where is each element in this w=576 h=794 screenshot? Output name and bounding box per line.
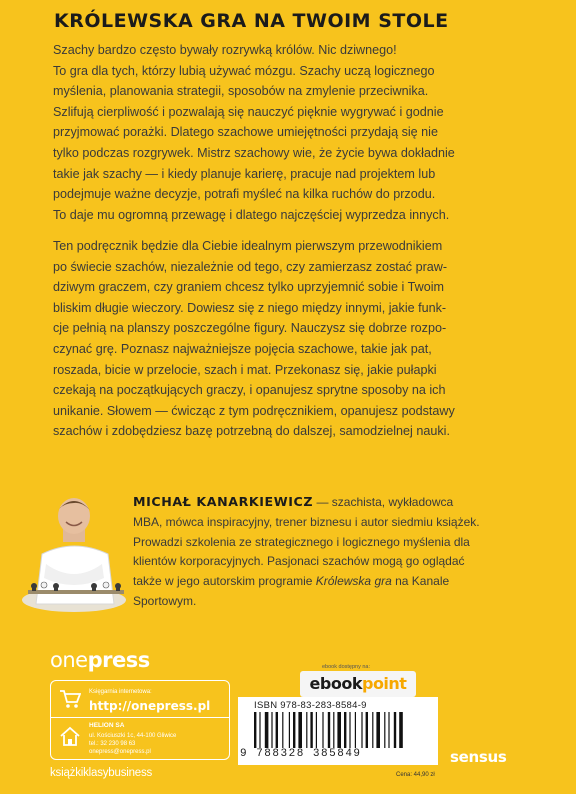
ebookpoint-logo-bold: point: [361, 674, 407, 693]
ebookpoint-logo: [300, 671, 416, 697]
company-address: ul. Kościuszki 1c, 44-100 Gliwice tel.: 32 230 98 63 onepress@onepress.pl: [89, 733, 177, 755]
shop-label: Księgarnia internetowa:: [89, 689, 152, 695]
barcode-bar: [355, 712, 356, 748]
description-paragraph-1: Szachy bardzo często bywały rozrywką królów. Nic dziwnego! To gra dla tych, którzy lubią używać mózgu. Szachy uczą logicznego myślenia, planowania strategii, sposobów na zmylenie przeciwnika. Szlifują cierpliwość i pozwalają się nauczyć pięknie wygrywać i godnie przyjmować porażki. Dlatego szachowe umiejętności przydają się nie tylko podczas rozgrywek. Mistrz szachowy wie, że życie bywa dokładnie takie jak szachy — i kiedy planuje karierę, pracuje nad projektem lub podejmuje ważne decyzje, potrafi myśleć na kilka ruchów do przodu. To daje mu ogromną przewagę i dlatego najczęściej wyprzedza innych.: [53, 43, 455, 222]
publisher-tagline: książkiklasybusiness: [50, 767, 153, 779]
barcode-bar: [337, 712, 341, 748]
author-bio-start: — szachista, wykładowca MBA, mówca inspiracyjny, trener biznesu i autor siedmiu książek. Prowadzi szkolenia ze strategicznego i logicznego myślenia dla klientów korporacyjnych. Pasjonaci szachów mogą go oglądać także w jego autorskim programie: [133, 495, 480, 589]
barcode-bar: [306, 712, 307, 748]
barcode-bar: [349, 712, 350, 748]
barcode-bar: [289, 712, 290, 748]
isbn-label: ISBN 978-83-283-8584-9: [254, 700, 367, 711]
price: Cena: 44,90 zł: [396, 772, 435, 778]
barcode-bar: [384, 712, 385, 748]
home-icon: [59, 725, 81, 747]
info-divider: [51, 717, 229, 718]
author-bio: [133, 492, 563, 612]
barcode-bar: [298, 712, 302, 748]
barcode-bar: [316, 712, 317, 748]
shop-url[interactable]: http://onepress.pl: [89, 699, 211, 713]
onepress-logo-light: one: [50, 648, 88, 672]
barcode-bar: [271, 712, 272, 748]
barcode-bar: [344, 712, 346, 748]
book-title: KRÓLEWSKA GRA NA TWOIM STOLE: [54, 10, 449, 32]
barcode: [254, 712, 432, 748]
barcode-bar: [328, 712, 330, 748]
onepress-logo-bold: press: [87, 648, 150, 672]
description-paragraph-2: Ten podręcznik będzie dla Ciebie idealnym pierwszym przewodnikiem po świecie szachów, niezależnie od tego, czy zamierzasz zostać praw- dziwym graczem, czy graniem chcesz tylko uprzyjemnić sobie i Twoim bliskim długie wieczory. Dowiesz się z niego między innymi, jakie funk- cje pełnią na planszy poszczególne figury. Nauczysz się dobrze rozpo- czynać grę. Poznasz najważniejsze pojęcia szachowe, takie jak pat, roszada, bicie w przelocie, szach i mat. Przekonasz się, jakie pułapki czekają na początkujących graczy, i opanujesz sprytne sposoby na ich unikanie. Słowem — ćwicząc z tym podręcznikiem, opanujesz podstawy szachów i zdobędziesz bazę potrzebną do dalszej, samodzielnej nauki.: [53, 239, 455, 439]
barcode-bar: [322, 712, 323, 748]
isbn-digits: 9 788328 385849: [240, 748, 362, 760]
barcode-bar: [372, 712, 373, 748]
barcode-bar: [366, 712, 368, 748]
barcode-bar: [399, 712, 403, 748]
barcode-bar: [265, 712, 269, 748]
author-bio-end: na Kanale Sportowym.: [133, 574, 450, 608]
barcode-bar: [376, 712, 380, 748]
barcode-box: [238, 697, 438, 765]
barcode-bar: [394, 712, 396, 748]
ebookpoint-logo-light: ebook: [309, 674, 362, 693]
barcode-bar: [276, 712, 278, 748]
barcode-bar: [282, 712, 283, 748]
barcode-bar: [293, 712, 295, 748]
barcode-bar: [310, 712, 312, 748]
ebook-available-label: ebook dostępny na:: [322, 664, 371, 670]
barcode-bar: [254, 712, 256, 748]
company-name: HELION SA: [89, 722, 125, 729]
cart-icon: [59, 689, 81, 709]
barcode-bar: [333, 712, 334, 748]
publisher-info-box: [50, 680, 230, 760]
sensus-logo: sensus: [450, 748, 507, 766]
author-name: MICHAŁ KANARKIEWICZ: [133, 494, 314, 509]
author-program: Królewska gra: [315, 574, 392, 589]
author-photo: [16, 492, 128, 612]
onepress-logo: [50, 648, 150, 672]
barcode-bar: [259, 712, 260, 748]
barcode-bar: [361, 712, 362, 748]
barcode-bar: [388, 712, 389, 748]
